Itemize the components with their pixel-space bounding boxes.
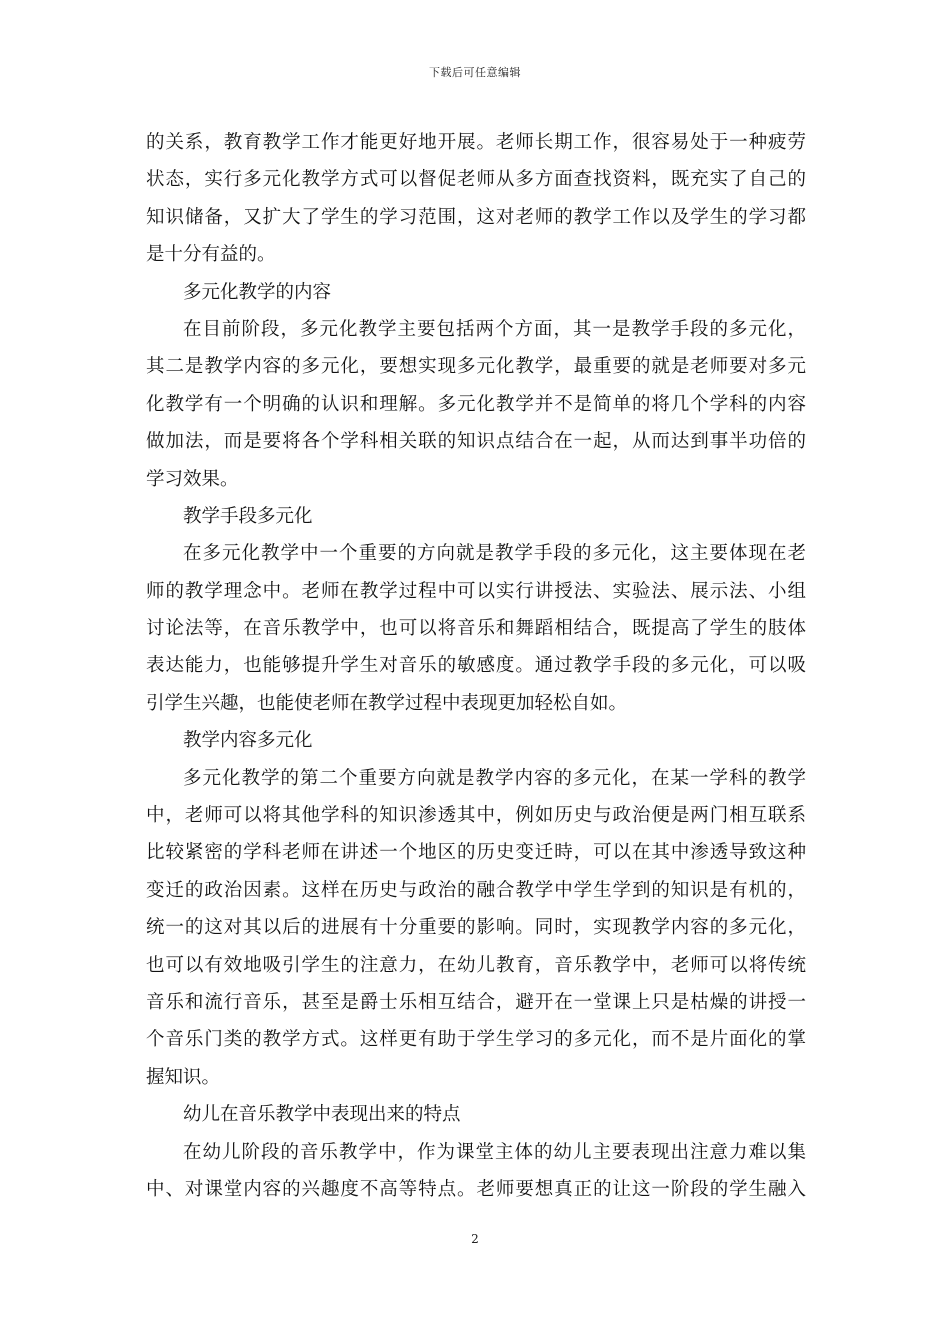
section-heading: 多元化教学的内容 (183, 281, 332, 303)
body-line: 中，老师可以将其他学科的知识渗透其中，例如历史与政治便是两门相互联系 (146, 805, 806, 827)
body-line: 师的教学理念中。老师在教学过程中可以实行讲授法、实验法、展示法、小组 (146, 580, 806, 602)
body-line: 在多元化教学中一个重要的方向就是教学手段的多元化，这主要体现在老 (183, 543, 806, 565)
body-line: 其二是教学内容的多元化，要想实现多元化教学，最重要的就是老师要对多元 (146, 356, 806, 378)
body-line: 讨论法等，在音乐教学中，也可以将音乐和舞蹈相结合，既提高了学生的肢体 (146, 618, 806, 640)
body-line: 在幼儿阶段的音乐教学中，作为课堂主体的幼儿主要表现出注意力难以集 (183, 1141, 806, 1163)
body-line: 是十分有益的。 (146, 244, 276, 266)
body-line: 个音乐门类的教学方式。这样更有助于学生学习的多元化，而不是片面化的掌 (146, 1029, 806, 1051)
document-body (146, 124, 806, 1208)
section-heading: 教学内容多元化 (183, 730, 313, 752)
body-line: 中、对课堂内容的兴趣度不高等特点。老师要想真正的让这一阶段的学生融入 (146, 1178, 806, 1200)
body-line: 统一的这对其以后的进展有十分重要的影响。同时，实现教学内容的多元化， (146, 917, 806, 939)
body-line: 比较紧密的学科老师在讲述一个地区的历史变迁時，可以在其中渗透导致这种 (146, 842, 806, 864)
body-line: 做加法，而是要将各个学科相关联的知识点结合在一起，从而达到事半功倍的 (146, 431, 806, 453)
section-heading: 教学手段多元化 (183, 505, 313, 527)
body-line: 音乐和流行音乐，甚至是爵士乐相互结合，避开在一堂课上只是枯燥的讲授一 (146, 991, 806, 1013)
body-line: 在目前阶段，多元化教学主要包括两个方面，其一是教学手段的多元化， (183, 318, 806, 340)
body-line: 化教学有一个明确的认识和理解。多元化教学并不是简单的将几个学科的内容 (146, 393, 806, 415)
body-line: 握知识。 (146, 1066, 221, 1088)
section-heading: 幼儿在音乐教学中表现出来的特点 (183, 1104, 461, 1126)
body-line: 多元化教学的第二个重要方向就是教学内容的多元化，在某一学科的教学 (183, 767, 806, 789)
body-line: 表达能力，也能够提升学生对音乐的敏感度。通过教学手段的多元化，可以吸 (146, 655, 806, 677)
page-number: 2 (471, 1232, 479, 1246)
body-line: 的关系，教育教学工作才能更好地开展。老师长期工作，很容易处于一种疲劳 (146, 132, 806, 153)
body-line: 也可以有效地吸引学生的注意力，在幼儿教育，音乐教学中，老师可以将传统 (146, 954, 806, 976)
body-line: 知识储备，又扩大了学生的学习范围，这对老师的教学工作以及学生的学习都 (146, 206, 806, 228)
body-line: 引学生兴趣，也能使老师在教学过程中表现更加轻松自如。 (146, 692, 628, 714)
body-line: 学习效果。 (146, 468, 239, 490)
body-line: 变迁的政治因素。这样在历史与政治的融合教学中学生学到的知识是有机的， (146, 879, 806, 901)
page-header: 下载后可任意编辑 (429, 66, 521, 79)
body-line: 状态，实行多元化教学方式可以督促老师从多方面查找资料，既充实了自己的 (146, 169, 806, 191)
